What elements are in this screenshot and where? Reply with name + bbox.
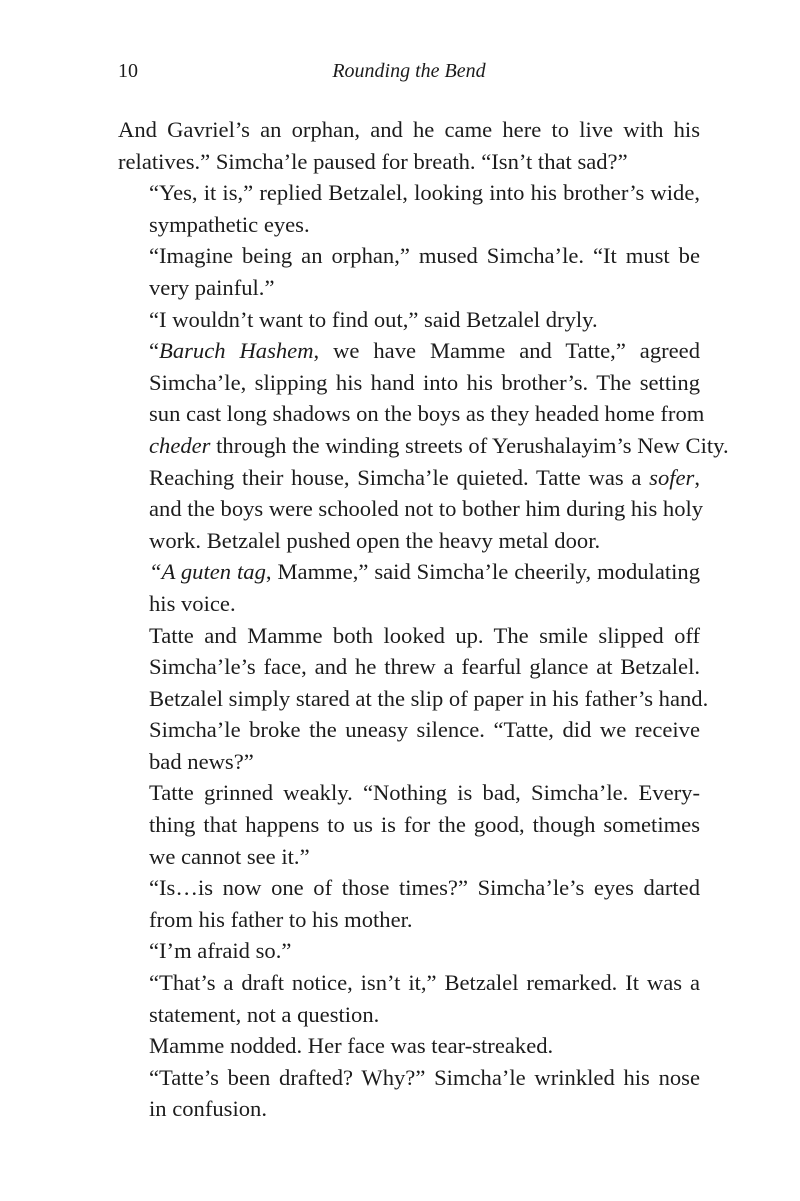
paragraph bbox=[118, 114, 700, 177]
text-line bbox=[118, 1030, 700, 1062]
text-segment: “Tatte’s been drafted? Why?” Simcha’le wrinkled his nose bbox=[149, 1064, 700, 1090]
text-segment: from his father to his mother. bbox=[149, 906, 413, 932]
text-line bbox=[118, 777, 700, 809]
text-segment: , bbox=[694, 464, 700, 490]
text-segment: “Imagine being an orphan,” mused Simcha’le. “It must be bbox=[149, 243, 700, 269]
italic-text: Baruch Hashem bbox=[159, 338, 314, 364]
text-segment: Tatte and Mamme both looked up. The smile slipped off bbox=[149, 622, 700, 648]
text-segment: “I wouldn’t want to find out,” said Betzalel dryly. bbox=[149, 306, 598, 332]
text-line bbox=[118, 651, 700, 683]
paragraph bbox=[118, 714, 700, 777]
text-line bbox=[118, 462, 700, 494]
book-title: Rounding the Bend bbox=[332, 60, 486, 82]
text-segment: statement, not a question. bbox=[149, 1001, 380, 1027]
text-line bbox=[118, 240, 700, 272]
text-segment: and the boys were schooled not to bother him during his holy bbox=[149, 496, 704, 522]
text-segment: Reaching their house, Simcha’le quieted. Tatte was a bbox=[149, 464, 650, 490]
text-line bbox=[118, 114, 700, 146]
text-line bbox=[118, 304, 700, 336]
text-segment: in confusion. bbox=[149, 1096, 267, 1122]
italic-text: sofer bbox=[649, 464, 695, 490]
text-line bbox=[118, 588, 700, 620]
text-line bbox=[118, 999, 700, 1031]
text-line bbox=[118, 935, 700, 967]
text-segment: And Gavriel’s an orphan, and he came here to live with his bbox=[118, 117, 700, 142]
page-number: 10 bbox=[118, 60, 138, 82]
text-line bbox=[118, 620, 700, 652]
text-line bbox=[118, 335, 700, 367]
text-segment: Mamme nodded. Her face was tear-streaked. bbox=[149, 1033, 554, 1059]
text-line bbox=[118, 809, 700, 841]
text-segment: Simcha’le, slipping his hand into his brother’s. The setting bbox=[149, 369, 700, 395]
text-segment: “I’m afraid so.” bbox=[149, 938, 292, 964]
text-segment: work. Betzalel pushed open the heavy metal door. bbox=[149, 527, 601, 553]
text-line bbox=[118, 1062, 700, 1094]
text-segment: “That’s a draft notice, isn’t it,” Betzalel remarked. It was a bbox=[149, 970, 700, 996]
text-line bbox=[118, 841, 700, 873]
italic-text: cheder bbox=[149, 432, 211, 458]
text-line bbox=[118, 177, 700, 209]
paragraph bbox=[118, 556, 700, 619]
text-segment: Simcha’le’s face, and he threw a fearful glance at Betzalel. bbox=[149, 654, 700, 680]
text-segment: sympathetic eyes. bbox=[149, 211, 310, 237]
text-line bbox=[118, 430, 729, 462]
paragraph bbox=[118, 935, 700, 967]
text-segment: we cannot see it.” bbox=[149, 843, 310, 869]
text-line bbox=[118, 272, 700, 304]
paragraph bbox=[118, 620, 709, 715]
italic-text: “A guten tag bbox=[149, 559, 266, 585]
paragraph bbox=[118, 177, 700, 240]
paragraph bbox=[118, 335, 729, 461]
text-segment: through the winding streets of Yerushalayim’s New City. bbox=[210, 432, 729, 458]
text-segment: “Is…is now one of those times?” Simcha’le’s eyes darted bbox=[149, 875, 700, 901]
body-text bbox=[118, 114, 729, 1125]
text-line bbox=[118, 525, 700, 557]
text-segment: bad news?” bbox=[149, 748, 254, 774]
paragraph bbox=[118, 1062, 700, 1125]
text-line bbox=[118, 872, 700, 904]
text-segment: “Yes, it is,” replied Betzalel, looking into his brother’s wide, bbox=[149, 180, 700, 206]
text-line bbox=[118, 493, 704, 525]
text-line bbox=[118, 146, 700, 178]
text-line bbox=[118, 556, 700, 588]
text-segment: thing that happens to us is for the good, though sometimes bbox=[149, 812, 700, 838]
text-segment: Tatte grinned weakly. “Nothing is bad, Simcha’le. Every- bbox=[149, 780, 700, 806]
text-segment: sun cast long shadows on the boys as they headed home from bbox=[149, 401, 705, 427]
paragraph bbox=[118, 1030, 700, 1062]
text-line bbox=[118, 904, 700, 936]
text-segment: , Mamme,” said Simcha’le cheerily, modulating bbox=[265, 559, 700, 585]
paragraph bbox=[118, 304, 700, 336]
paragraph bbox=[118, 967, 700, 1030]
text-line bbox=[118, 209, 700, 241]
paragraph bbox=[118, 872, 700, 935]
paragraph bbox=[118, 462, 704, 557]
text-line bbox=[118, 683, 709, 715]
paragraph bbox=[118, 240, 700, 303]
text-segment: very painful.” bbox=[149, 274, 275, 300]
text-segment: “ bbox=[149, 338, 160, 364]
paragraph bbox=[118, 777, 700, 872]
text-line bbox=[118, 967, 700, 999]
text-segment: Simcha’le broke the uneasy silence. “Tatte, did we receive bbox=[149, 717, 700, 743]
text-line bbox=[118, 714, 700, 746]
text-line bbox=[118, 398, 705, 430]
text-line bbox=[118, 1093, 700, 1125]
text-line bbox=[118, 367, 700, 399]
running-head bbox=[118, 60, 700, 90]
text-line bbox=[118, 746, 700, 778]
text-segment: relatives.” Simcha’le paused for breath. “Isn’t that sad?” bbox=[118, 148, 628, 174]
text-segment: Betzalel simply stared at the slip of paper in his father’s hand. bbox=[149, 685, 709, 711]
text-segment: , we have Mamme and Tatte,” agreed bbox=[313, 338, 700, 364]
text-segment: his voice. bbox=[149, 590, 236, 616]
